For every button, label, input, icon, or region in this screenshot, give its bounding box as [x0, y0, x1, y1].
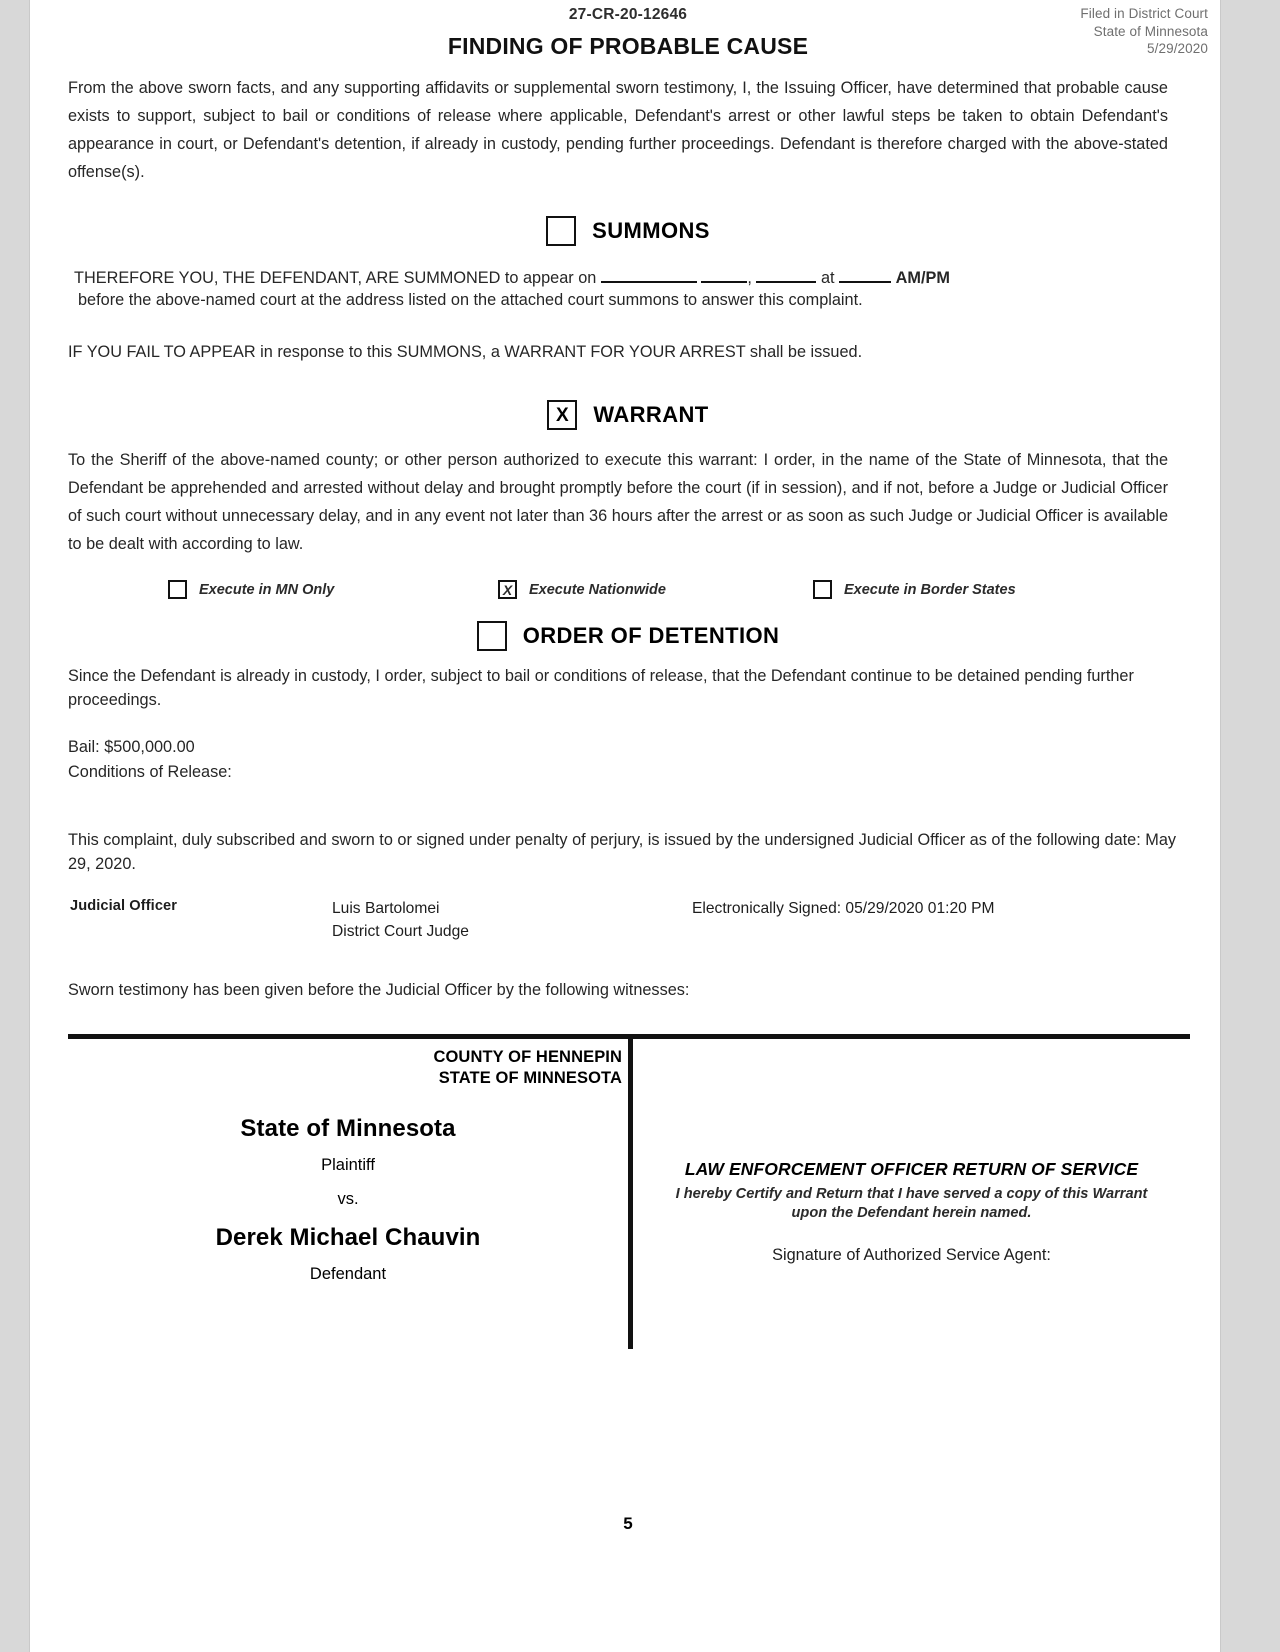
summons-address-line: before the above-named court at the address listed on the attached court summons to answer this complaint. — [78, 291, 863, 310]
summons-day-blank[interactable] — [701, 281, 747, 283]
probable-cause-paragraph: From the above sworn facts, and any supporting affidavits or supplemental sworn testimony, I, the Issuing Officer, have determined that probable cause exists to support, subject to bail or conditions of release where applicable, Defendant's arrest or other lawful steps be taken to obtain Defendant's appearance in court, or Defendant's detention, if already in custody, pending further proceedings. Defendant is therefore charged with the above-stated offense(s). — [68, 79, 1168, 182]
judicial-officer-name: Luis Bartolomei — [332, 900, 440, 918]
electronic-signature-stamp: Electronically Signed: 05/29/2020 01:20 PM — [692, 900, 995, 918]
execute-border-states-option[interactable] — [813, 580, 1016, 599]
page-title: FINDING OF PROBABLE CAUSE — [447, 33, 809, 59]
summons-at-text: at — [821, 269, 835, 288]
filed-stamp — [1080, 5, 1208, 58]
execute-border-states-checkbox[interactable] — [813, 580, 832, 599]
execute-nationwide-option[interactable] — [498, 580, 813, 599]
return-of-service-title: LAW ENFORCEMENT OFFICER RETURN OF SERVICE — [684, 1158, 1139, 1179]
caption-left-column — [68, 1039, 628, 1359]
detention-heading-row — [48, 621, 1208, 651]
summons-month-blank[interactable] — [601, 281, 697, 283]
filed-stamp-line-2: State of Minnesota — [1093, 23, 1208, 39]
judicial-officer-title: District Court Judge — [332, 923, 469, 940]
caption-county: COUNTY OF HENNEPIN — [433, 1047, 622, 1066]
summons-comma: , — [747, 269, 752, 288]
plaintiff-role: Plaintiff — [321, 1155, 375, 1174]
return-of-service-body — [633, 1185, 1190, 1224]
caption-right-column — [633, 1039, 1190, 1359]
return-of-service-line-1: I hereby Certify and Return that I have served a copy of this Warrant — [675, 1185, 1148, 1202]
summons-heading-row — [48, 216, 1208, 246]
filed-stamp-line-1: Filed in District Court — [1080, 6, 1208, 21]
execute-nationwide-label: Execute Nationwide — [529, 581, 666, 598]
judicial-officer-role-label: Judicial Officer — [70, 898, 178, 915]
caption-state: STATE OF MINNESOTA — [438, 1068, 622, 1087]
warrant-execution-options — [48, 580, 1208, 599]
versus-label: vs. — [337, 1189, 359, 1208]
detention-paragraph: Since the Defendant is already in custody, I order, subject to bail or conditions of release, that the Defendant continue to be detained pending further proceedings. — [68, 667, 1134, 710]
execute-border-states-label: Execute in Border States — [844, 581, 1016, 598]
warrant-checkbox[interactable]: X — [547, 400, 577, 430]
defendant-name: Derek Michael Chauvin — [215, 1223, 481, 1251]
case-caption-table — [68, 1034, 1190, 1359]
judicial-officer-signature-block — [70, 898, 1208, 943]
warrant-paragraph: To the Sheriff of the above-named county; or other person authorized to execute this warrant: I order, in the name of the State of Minnesota, that the Defendant be apprehended and arrested without delay and brought promptly before the court (if in session), and if not, before a Judge or Judicial Officer of such court without unnecessary delay, and in any event not later than 36 hours after the arrest or as soon as such Judge or Judicial Officer is available to be dealt with according to law. — [68, 451, 1168, 554]
filed-stamp-date: 5/29/2020 — [1147, 41, 1208, 57]
warrant-heading-label: WARRANT — [593, 402, 709, 428]
summons-appearance-line — [74, 266, 1208, 291]
defendant-role: Defendant — [309, 1264, 387, 1283]
summons-heading-label: SUMMONS — [592, 218, 710, 244]
attestation-paragraph: This complaint, duly subscribed and sworn to or signed under penalty of perjury, is issued by the undersigned Judicial Officer as of the following date: May 29, 2020. — [68, 831, 1177, 873]
return-of-service-line-2: upon the Defendant herein named. — [791, 1205, 1032, 1222]
page-number: 5 — [623, 1514, 633, 1533]
summons-year-blank[interactable] — [756, 281, 816, 283]
summons-failure-line: IF YOU FAIL TO APPEAR in response to this SUMMONS, a WARRANT FOR YOUR ARREST shall be issued. — [68, 343, 863, 362]
conditions-of-release: Conditions of Release: — [68, 762, 232, 781]
order-of-detention-label: ORDER OF DETENTION — [522, 623, 780, 649]
summons-time-blank[interactable] — [839, 281, 891, 283]
page-content — [48, 0, 1208, 1652]
caption-jurisdiction — [68, 1047, 628, 1089]
summons-checkbox[interactable] — [546, 216, 576, 246]
execute-mn-only-option[interactable] — [168, 580, 498, 599]
bail-amount: Bail: $500,000.00 — [68, 737, 195, 756]
execute-mn-only-checkbox[interactable] — [168, 580, 187, 599]
execute-mn-only-label: Execute in MN Only — [199, 581, 335, 598]
service-agent-signature-label: Signature of Authorized Service Agent: — [772, 1246, 1051, 1264]
judicial-officer-name-block — [332, 898, 692, 943]
document-page — [30, 0, 1220, 1652]
execute-nationwide-checkbox[interactable]: X — [498, 580, 517, 599]
sworn-testimony-line: Sworn testimony has been given before the Judicial Officer by the following witnesses: — [68, 980, 690, 999]
summons-ampm-label: AM/PM — [895, 269, 950, 288]
warrant-heading-row — [48, 400, 1208, 430]
summons-appear-text: THEREFORE YOU, THE DEFENDANT, ARE SUMMONED to appear on — [74, 269, 597, 288]
plaintiff-name: State of Minnesota — [240, 1114, 456, 1142]
caption-grid — [68, 1039, 1190, 1359]
order-of-detention-checkbox[interactable] — [477, 621, 507, 651]
case-number: 27-CR-20-12646 — [568, 6, 688, 23]
